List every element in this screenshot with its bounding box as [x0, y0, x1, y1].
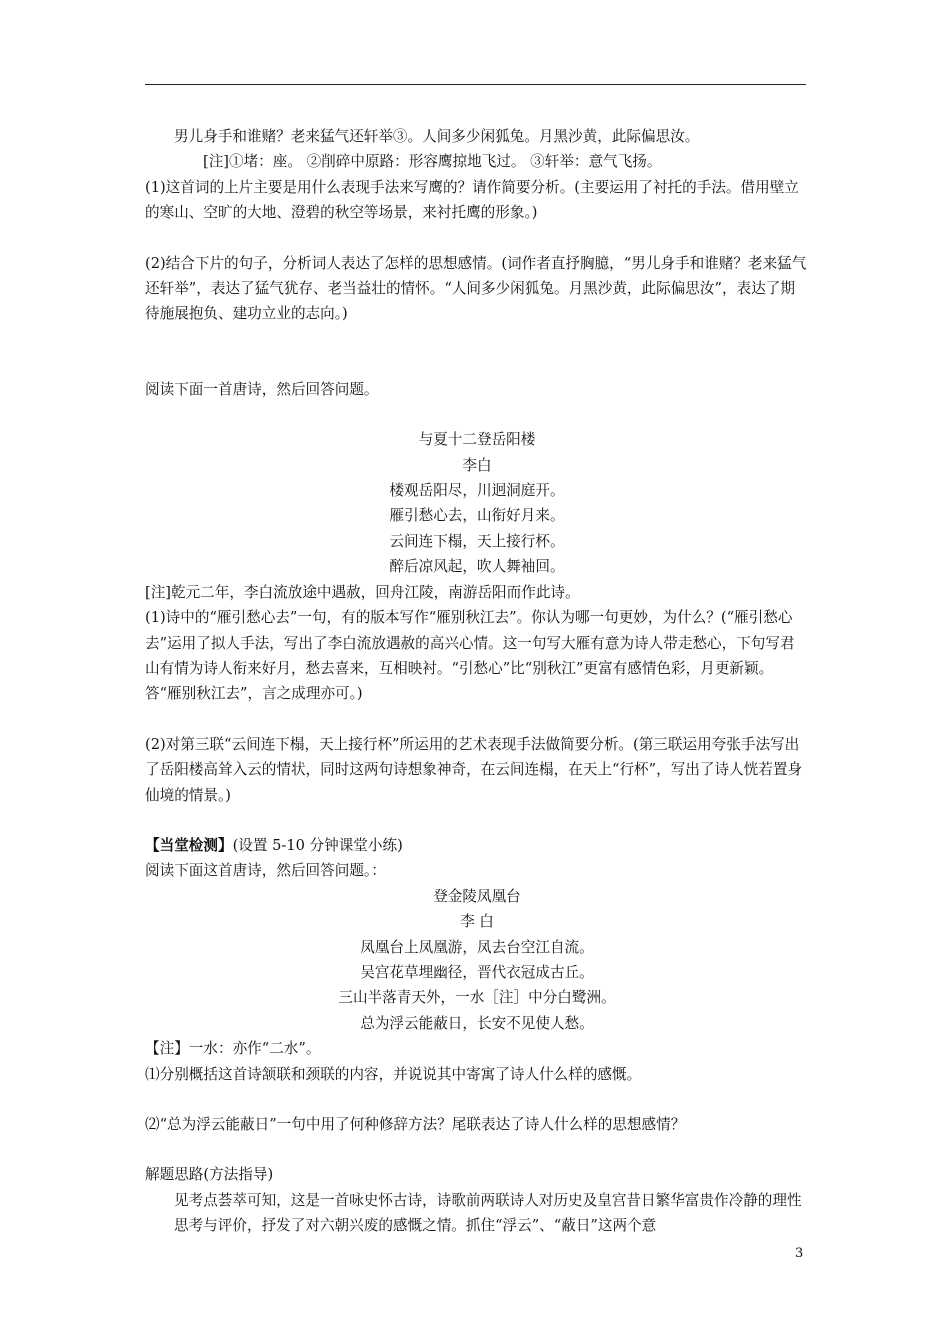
poem-line: 吴宫花草埋幽径，晋代衣冠成古丘。: [360, 963, 594, 981]
poem-line: 总为浮云能蔽日，长安不见使人愁。: [360, 1014, 594, 1032]
poem-title: 与夏十二登岳阳楼: [418, 431, 536, 449]
section-heading: [145, 833, 809, 858]
header-rule: [145, 84, 806, 85]
poem-line: 凤凰台上凤凰游，凤去台空江自流。: [360, 938, 594, 956]
poem-line: 云间连下榻，天上接行杯。: [389, 532, 565, 550]
question-intro: 阅读下面这首唐诗，然后回答问题。：: [145, 862, 386, 880]
poem-line: 醉后凉风起，吹人舞袖回。: [389, 558, 565, 576]
poem-author: 李 白: [460, 913, 494, 931]
poem-note: [注]乾元二年，李白流放途中遇赦，回舟江陵，南游岳阳而作此诗。: [145, 583, 580, 601]
document-body: [145, 124, 809, 1239]
poem-author: 李白: [462, 456, 492, 474]
answer-paragraph: (2)对第三联“云间连下榻，天上接行杯”所运用的艺术表现手法做简要分析。(第三联运用夸张手法写出了岳阳楼高耸入云的情状，同时这两句诗想象神奇，在云间连榻，在天上“行杯”，写出了诗人恍若置身仙境的情景。): [145, 735, 803, 804]
answer-paragraph: (2)结合下片的句子，分析词人表达了怎样的思想感情。(词作者直抒胸臆，“男儿身手和谁赌？老来猛气还轩举”，表达了猛气犹存、老当益壮的情怀。“人间多少闲狐兔。月黑沙黄，此际偏思汝”，表达了期待施展抱负、建功立业的志向。): [145, 254, 807, 323]
answer-paragraph: (1)这首词的上片主要是用什么表现手法来写鹰的？请作简要分析。(主要运用了衬托的手法。借用壁立的寒山、空旷的大地、澄碧的秋空等场景，来衬托鹰的形象。): [145, 178, 799, 222]
poem-line: 楼观岳阳尽，川迥洞庭开。: [389, 482, 565, 500]
question-item: ⑴分别概括这首诗颔联和颈联的内容，并说说其中寄寓了诗人什么样的感慨。: [145, 1065, 642, 1083]
page-number: 3: [795, 1246, 804, 1261]
question-intro: 阅读下面一首唐诗，然后回答问题。: [145, 380, 379, 398]
poem-note: 【注】一水：亦作“二水”。: [145, 1040, 321, 1058]
poem-note: [注]①堵：座。 ②削碎中原路：形容鹰掠地飞过。 ③轩举：意气飞扬。: [203, 153, 662, 171]
poem-line: 三山半落青天外，一水［注］中分白鹭洲。: [338, 989, 616, 1007]
poem-title: 登金陵凤凰台: [433, 887, 521, 905]
section-heading-label: 【当堂检测】: [145, 836, 233, 854]
question-item: ⑵“总为浮云能蔽日”一句中用了何种修辞方法？尾联表达了诗人什么样的思想感情？: [145, 1116, 686, 1133]
poem-line: 雁引愁心去，山衔好月来。: [389, 507, 565, 525]
poem-line: 男儿身手和谁赌？老来猛气还轩举③。人间多少闲狐兔。月黑沙黄，此际偏思汝。: [174, 128, 700, 145]
method-heading: 解题思路(方法指导): [145, 1166, 274, 1184]
method-paragraph: 见考点荟萃可知，这是一首咏史怀古诗，诗歌前两联诗人对历史及皇宫昔日繁华富贵作冷静的理性思考与评价，抒发了对六朝兴废的感慨之情。抓住“浮云”、“蔽日”这两个意: [174, 1191, 802, 1235]
answer-paragraph: (1)诗中的“雁引愁心去”一句，有的版本写作“雁别秋江去”。你认为哪一句更妙，为什么？(“雁引愁心去”运用了拟人手法，写出了李白流放遇赦的高兴心情。这一句写大雁有意为诗人带走愁心，下句写君山有情为诗人衔来好月，愁去喜来，互相映衬。“引愁心”比“别秋江”更富有感情色彩，月更新颖。答“雁别秋江去”，言之成理亦可。): [145, 609, 795, 703]
section-heading-note: (设置 5-10 分钟课堂小练): [232, 836, 403, 854]
